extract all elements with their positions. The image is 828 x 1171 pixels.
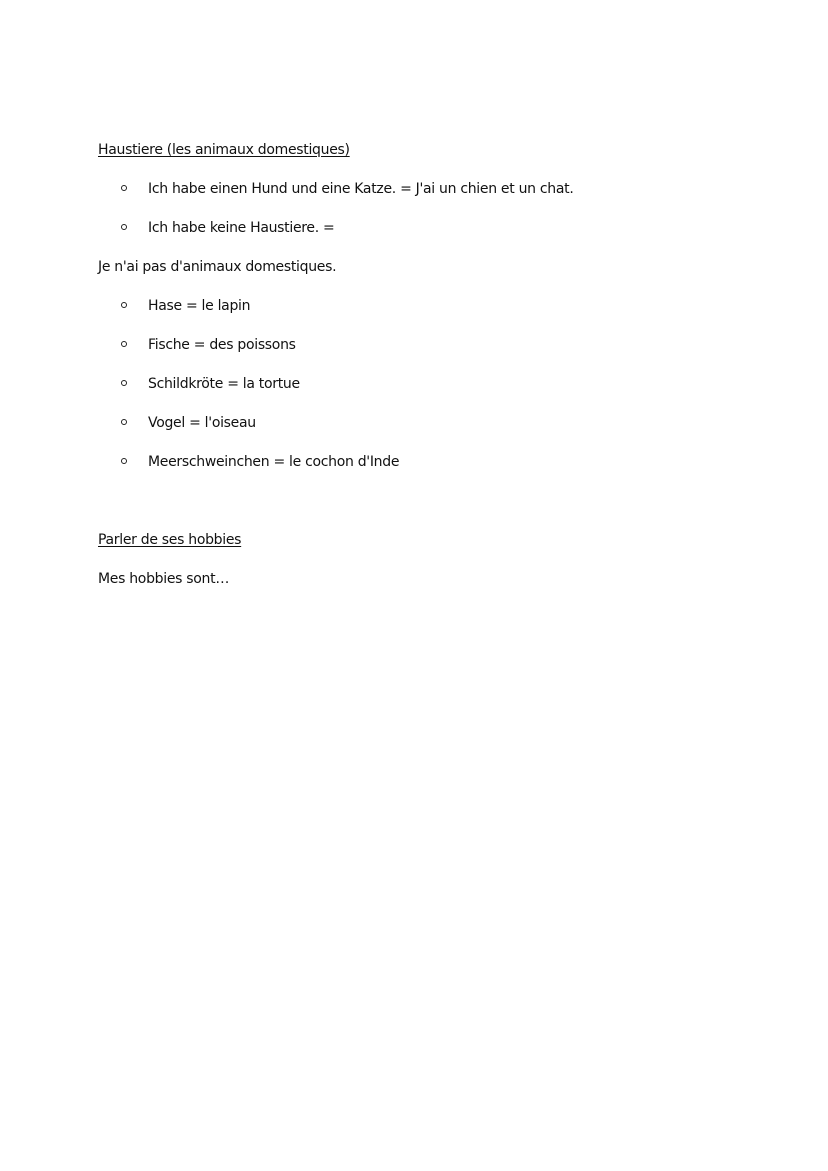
hobbies-line: Mes hobbies sont…	[98, 571, 230, 587]
continuation-text: Je n'ai pas d'animaux domestiques.	[98, 259, 337, 275]
list-item-text: Fische = des poissons	[148, 337, 296, 353]
hollow-bullet-icon	[121, 341, 127, 347]
list-item-text: Ich habe keine Haustiere. =	[148, 220, 335, 236]
section-heading-hobbies: Parler de ses hobbies	[98, 532, 242, 548]
list-item-text: Vogel = l'oiseau	[148, 415, 256, 431]
hollow-bullet-icon	[121, 419, 127, 425]
list-item-text: Ich habe einen Hund und eine Katze. = J'ai un chien et un chat.	[148, 181, 574, 197]
list-item-text: Hase = le lapin	[148, 298, 251, 314]
hollow-bullet-icon	[121, 302, 127, 308]
hollow-bullet-icon	[121, 380, 127, 386]
list-item-text: Meerschweinchen = le cochon d'Inde	[148, 454, 400, 470]
section-heading-pets: Haustiere (les animaux domestiques)	[98, 142, 350, 158]
hollow-bullet-icon	[121, 185, 127, 191]
hollow-bullet-icon	[121, 458, 127, 464]
hollow-bullet-icon	[121, 224, 127, 230]
list-item-text: Schildkröte = la tortue	[148, 376, 300, 392]
